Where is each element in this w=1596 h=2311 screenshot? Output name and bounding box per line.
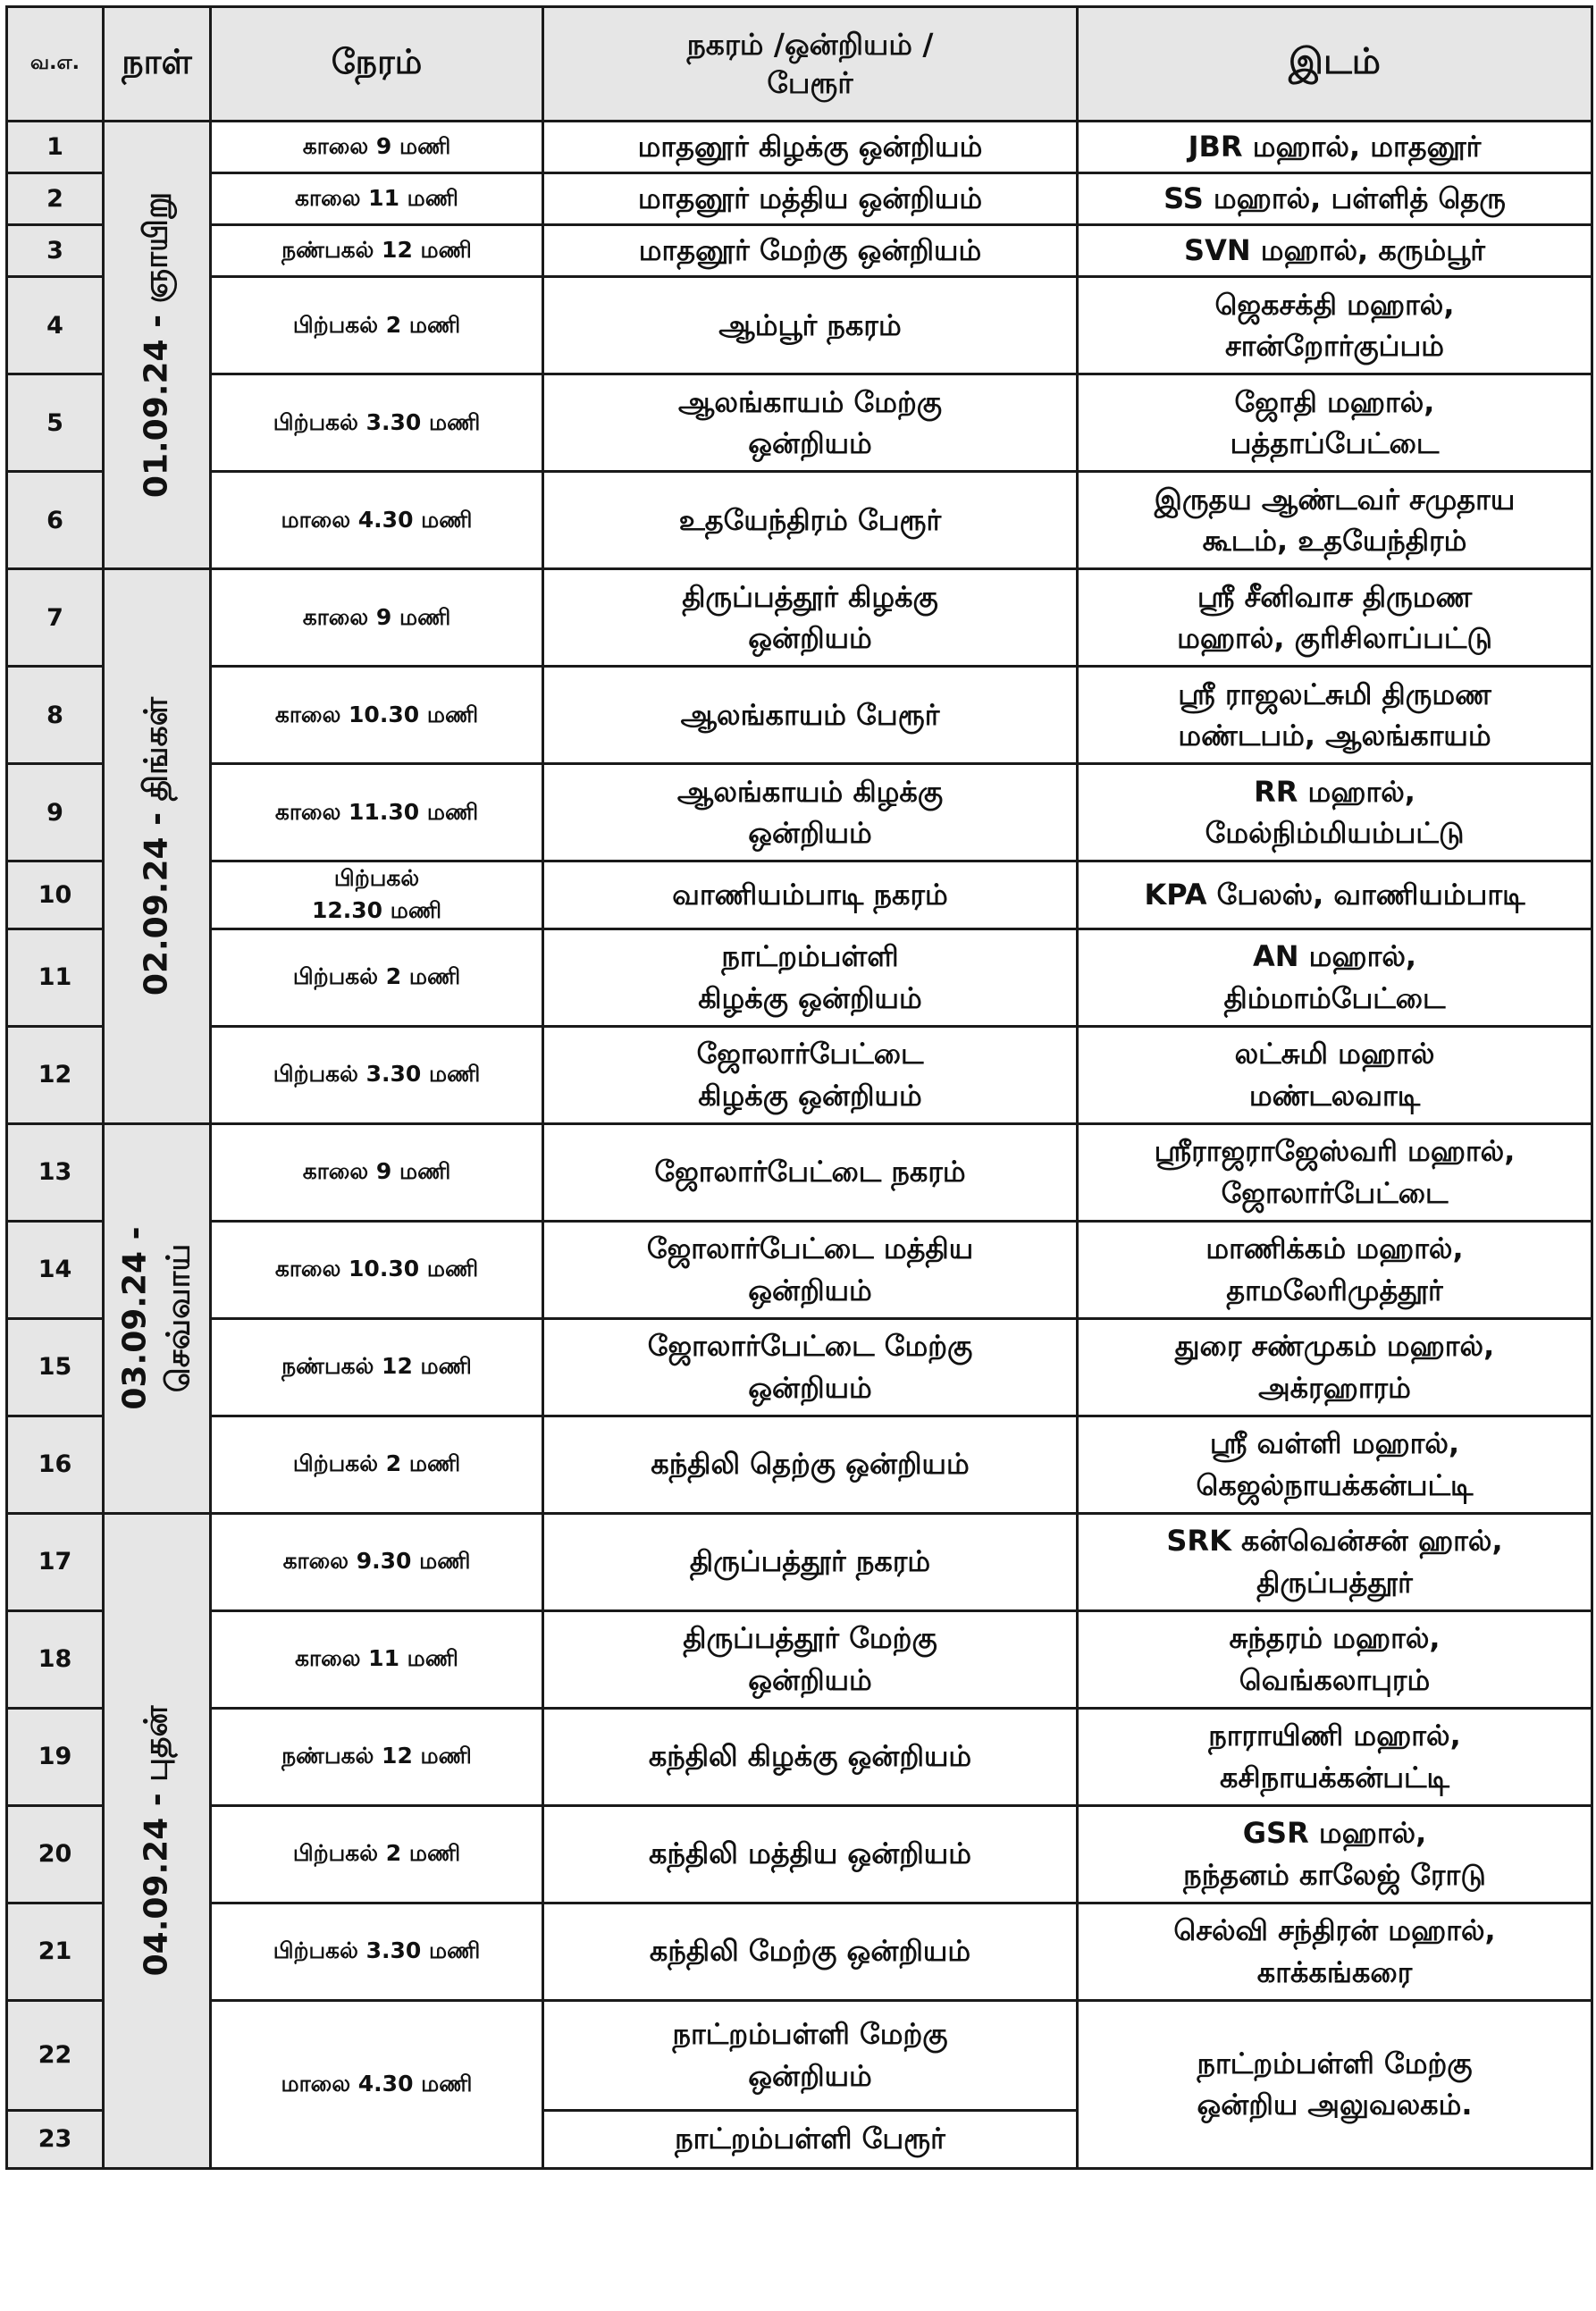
schedule-page — [5, 5, 1591, 2306]
place-cell — [543, 764, 1078, 861]
venue-line: திம்மாம்பேட்டை — [1223, 980, 1446, 1015]
place-line: மாதனூர் மத்திய ஒன்றியம் — [637, 181, 983, 216]
place-line: ஒன்றியம் — [748, 426, 872, 460]
table-row — [7, 667, 1592, 764]
time-cell — [211, 122, 543, 173]
venue-line: செல்வி சந்திரன் மஹால், — [1173, 1913, 1496, 1948]
venue-line: SVN மஹால், கரும்பூர் — [1184, 233, 1485, 268]
serial-number-cell: 11 — [7, 929, 104, 1026]
venue-cell — [1078, 2000, 1592, 2168]
place-line: திருப்பத்தூர் கிழக்கு — [682, 579, 938, 614]
venue-cell — [1078, 1513, 1592, 1610]
place-cell — [543, 1805, 1078, 1903]
place-line: கந்திலி தெற்கு ஒன்றியம் — [651, 1447, 970, 1482]
time-line: பிற்பகல் 3.30 மணி — [273, 408, 481, 435]
place-line: ஆலங்காயம் கிழக்கு — [676, 774, 944, 809]
serial-number-cell: 2 — [7, 173, 104, 225]
venue-line: ஸ்ரீ சீனிவாச திருமண — [1197, 579, 1473, 614]
time-line: காலை 11 மணி — [295, 185, 458, 212]
venue-line: GSR மஹால், — [1242, 1816, 1427, 1851]
venue-cell — [1078, 173, 1592, 225]
place-line: திருப்பத்தூர் மேற்கு — [683, 1621, 937, 1656]
time-cell — [211, 173, 543, 225]
place-cell — [543, 569, 1078, 667]
time-cell — [211, 1123, 543, 1221]
venue-line: KPA பேலஸ், வாணியம்பாடி — [1144, 878, 1525, 912]
header-venue: இடம் — [1078, 7, 1592, 122]
time-cell — [211, 569, 543, 667]
time-line: காலை 9.30 மணி — [282, 1548, 471, 1575]
place-line: ஆம்பூர் நகரம் — [718, 307, 902, 342]
place-line: ஜோலார்பேட்டை — [696, 1037, 924, 1071]
venue-cell — [1078, 374, 1592, 472]
table-row — [7, 374, 1592, 472]
time-cell — [211, 1318, 543, 1416]
table-row — [7, 764, 1592, 861]
venue-cell — [1078, 764, 1592, 861]
venue-cell — [1078, 1903, 1592, 2000]
table-row — [7, 929, 1592, 1026]
place-line: நாட்றம்பள்ளி மேற்கு — [672, 2017, 948, 2052]
day-label-line: 01.09.24 - ஞாயிறு — [138, 191, 175, 499]
table-row — [7, 1513, 1592, 1610]
place-line: ஒன்றியம் — [748, 1370, 872, 1405]
venue-line: மண்டபம், ஆலங்காயம் — [1178, 719, 1491, 752]
place-cell — [543, 1416, 1078, 1513]
time-line: நண்பகல் 12 மணி — [281, 237, 472, 264]
schedule-body — [7, 122, 1592, 2169]
time-cell — [211, 2000, 543, 2168]
venue-line: துரை சண்முகம் மஹால், — [1174, 1329, 1495, 1364]
venue-line: பத்தாப்பேட்டை — [1230, 426, 1440, 460]
serial-number-cell: 7 — [7, 569, 104, 667]
venue-line: மண்டலவாடி — [1248, 1078, 1421, 1113]
place-line: கந்திலி மேற்கு ஒன்றியம் — [649, 1934, 971, 1969]
serial-number-cell: 22 — [7, 2000, 104, 2110]
time-line: பிற்பகல் 2 மணி — [292, 1450, 461, 1477]
venue-cell — [1078, 1318, 1592, 1416]
place-cell — [543, 1123, 1078, 1221]
venue-cell — [1078, 277, 1592, 374]
place-line: ஆலங்காயம் மேற்கு — [677, 384, 943, 419]
place-cell — [543, 1318, 1078, 1416]
venue-cell — [1078, 1805, 1592, 1903]
place-line: திருப்பத்தூர் நகரம் — [689, 1544, 931, 1579]
table-row — [7, 225, 1592, 277]
place-line: மாதனூர் கிழக்கு ஒன்றியம் — [637, 130, 983, 164]
table-row — [7, 1026, 1592, 1123]
place-line: நாட்றம்பள்ளி பேரூர் — [675, 2122, 945, 2156]
header-place-line: பேரூர் — [767, 64, 853, 100]
venue-line: ஒன்றிய அலுவலகம். — [1197, 2088, 1473, 2122]
day-label — [135, 697, 179, 996]
table-row — [7, 1708, 1592, 1805]
time-cell — [211, 861, 543, 929]
day-label — [135, 1705, 179, 1976]
venue-cell — [1078, 1416, 1592, 1513]
serial-number-cell: 10 — [7, 861, 104, 929]
serial-number-cell: 5 — [7, 374, 104, 472]
table-row — [7, 1805, 1592, 1903]
venue-line: கெஜல்நாயக்கன்பட்டி — [1196, 1467, 1474, 1502]
header-place — [543, 7, 1078, 122]
header-time: நேரம் — [211, 7, 543, 122]
place-cell — [543, 277, 1078, 374]
place-cell — [543, 1708, 1078, 1805]
venue-line: சான்றோர்குப்பம் — [1224, 329, 1445, 363]
serial-number-cell: 9 — [7, 764, 104, 861]
place-cell — [543, 2000, 1078, 2110]
serial-number-cell: 19 — [7, 1708, 104, 1805]
time-line: பிற்பகல் 2 மணி — [292, 963, 461, 990]
day-label-line: 03.09.24 - — [115, 1226, 153, 1410]
place-cell — [543, 122, 1078, 173]
time-cell — [211, 472, 543, 569]
serial-number-cell: 15 — [7, 1318, 104, 1416]
time-line: 12.30 மணி — [311, 897, 442, 924]
time-line: நண்பகல் 12 மணி — [281, 1743, 472, 1769]
time-cell — [211, 667, 543, 764]
venue-line: JBR மஹால், மாதனூர் — [1188, 130, 1482, 164]
day-cell — [104, 1513, 211, 2168]
place-cell — [543, 1903, 1078, 2000]
table-row — [7, 1318, 1592, 1416]
time-line: காலை 9 மணி — [302, 133, 451, 160]
venue-line: RR மஹால், — [1254, 774, 1415, 809]
venue-cell — [1078, 1221, 1592, 1318]
day-cell — [104, 569, 211, 1124]
table-row — [7, 861, 1592, 929]
time-line: பிற்பகல் — [333, 865, 420, 891]
place-line: வாணியம்பாடி நகரம் — [672, 878, 948, 912]
serial-number-cell: 16 — [7, 1416, 104, 1513]
time-cell — [211, 1805, 543, 1903]
venue-cell — [1078, 122, 1592, 173]
venue-line: மாணிக்கம் மஹால், — [1205, 1231, 1464, 1266]
place-cell — [543, 173, 1078, 225]
serial-number-cell: 13 — [7, 1123, 104, 1221]
place-line: மாதனூர் மேற்கு ஒன்றியம் — [638, 233, 982, 268]
place-cell — [543, 1221, 1078, 1318]
venue-cell — [1078, 861, 1592, 929]
serial-number-cell: 14 — [7, 1221, 104, 1318]
venue-line: லட்சுமி மஹால் — [1234, 1037, 1435, 1071]
venue-line: SRK கன்வென்சன் ஹால், — [1166, 1524, 1503, 1559]
venue-line: சுந்தரம் மஹால், — [1229, 1621, 1441, 1656]
place-line: ஒன்றியம் — [748, 816, 872, 850]
place-line: ஒன்றியம் — [748, 621, 872, 655]
time-cell — [211, 277, 543, 374]
place-cell — [543, 1610, 1078, 1708]
serial-number-cell: 6 — [7, 472, 104, 569]
time-cell — [211, 929, 543, 1026]
time-cell — [211, 374, 543, 472]
place-cell — [543, 1026, 1078, 1123]
venue-line: கூடம், உதயேந்திரம் — [1202, 524, 1467, 558]
table-row — [7, 1416, 1592, 1513]
time-cell — [211, 1513, 543, 1610]
time-cell — [211, 1708, 543, 1805]
venue-line: ஸ்ரீராஜராஜேஸ்வரி மஹால், — [1154, 1134, 1516, 1169]
venue-line: கசிநாயக்கன்பட்டி — [1220, 1760, 1449, 1794]
day-label-line: செவ்வாய் — [159, 1243, 197, 1393]
venue-line: மஹால், குரிசிலாப்பட்டு — [1177, 621, 1492, 655]
serial-number-cell: 3 — [7, 225, 104, 277]
place-cell — [543, 1513, 1078, 1610]
place-line: கிழக்கு ஒன்றியம் — [698, 980, 922, 1015]
place-line: ஜோலார்பேட்டை நகரம் — [654, 1155, 966, 1189]
day-cell — [104, 122, 211, 569]
table-row — [7, 2000, 1592, 2110]
place-cell — [543, 667, 1078, 764]
table-row — [7, 472, 1592, 569]
venue-line: ஸ்ரீ ராஜலட்சுமி திருமண — [1178, 676, 1491, 711]
time-line: நண்பகல் 12 மணி — [281, 1353, 472, 1380]
place-cell — [543, 374, 1078, 472]
time-cell — [211, 1903, 543, 2000]
venue-cell — [1078, 1708, 1592, 1805]
header-row — [7, 7, 1592, 122]
place-cell — [543, 861, 1078, 929]
place-line: கந்திலி மத்திய ஒன்றியம் — [649, 1836, 971, 1871]
time-line: மாலை 4.30 மணி — [281, 506, 473, 533]
venue-cell — [1078, 569, 1592, 667]
meeting-schedule-table — [5, 5, 1593, 2170]
venue-line: தாமலேரிமுத்தூர் — [1226, 1273, 1443, 1307]
place-line: ஒன்றியம் — [748, 1273, 872, 1307]
table-row — [7, 1221, 1592, 1318]
place-cell — [543, 2110, 1078, 2168]
time-line: பிற்பகல் 2 மணி — [292, 311, 461, 338]
place-line: ஜோலார்பேட்டை மத்திய — [646, 1231, 974, 1266]
day-label — [113, 1226, 200, 1409]
time-line: பிற்பகல் 2 மணி — [292, 1840, 461, 1867]
venue-line: திருப்பத்தூர் — [1256, 1565, 1413, 1600]
header-serial-number: வ.எ. — [7, 7, 104, 122]
header-day: நாள் — [104, 7, 211, 122]
serial-number-cell: 18 — [7, 1610, 104, 1708]
table-row — [7, 1903, 1592, 2000]
place-line: உதயேந்திரம் பேரூர் — [678, 502, 942, 537]
place-cell — [543, 929, 1078, 1026]
serial-number-cell: 21 — [7, 1903, 104, 2000]
venue-line: SS மஹால், பள்ளித் தெரு — [1163, 181, 1506, 216]
venue-line: ஜோதி மஹால், — [1234, 384, 1435, 419]
table-row — [7, 1123, 1592, 1221]
place-line: கிழக்கு ஒன்றியம் — [698, 1078, 922, 1113]
place-line: கந்திலி கிழக்கு ஒன்றியம் — [648, 1739, 972, 1774]
venue-cell — [1078, 472, 1592, 569]
table-row — [7, 1610, 1592, 1708]
time-line: பிற்பகல் 3.30 மணி — [273, 1937, 481, 1964]
day-label-line: 04.09.24 - புதன் — [138, 1705, 175, 1976]
venue-line: இருதய ஆண்டவர் சமுதாய — [1154, 482, 1516, 517]
time-cell — [211, 1416, 543, 1513]
venue-cell — [1078, 667, 1592, 764]
venue-line: AN மஹால், — [1252, 939, 1417, 974]
time-line: காலை 9 மணி — [302, 1158, 451, 1185]
place-line: ஆலங்காயம் பேரூர் — [680, 697, 940, 732]
time-cell — [211, 764, 543, 861]
serial-number-cell: 12 — [7, 1026, 104, 1123]
venue-cell — [1078, 1123, 1592, 1221]
time-line: காலை 11 மணி — [295, 1645, 458, 1672]
time-line: காலை 11.30 மணி — [274, 798, 479, 825]
day-label-line: 02.09.24 - திங்கள் — [138, 696, 175, 996]
place-line: ஒன்றியம் — [748, 2058, 872, 2093]
place-line: ஒன்றியம் — [748, 1662, 872, 1697]
serial-number-cell: 4 — [7, 277, 104, 374]
venue-cell — [1078, 1610, 1592, 1708]
venue-line: நந்தனம் காலேஜ் ரோடு — [1183, 1857, 1486, 1892]
venue-line: ஸ்ரீ வள்ளி மஹால், — [1209, 1426, 1460, 1461]
place-cell — [543, 225, 1078, 277]
venue-cell — [1078, 225, 1592, 277]
time-line: பிற்பகல் 3.30 மணி — [273, 1061, 481, 1088]
place-line: ஜோலார்பேட்டை மேற்கு — [647, 1329, 973, 1364]
time-line: காலை 10.30 மணி — [274, 701, 479, 727]
venue-line: மேல்நிம்மியம்பட்டு — [1205, 816, 1465, 850]
venue-cell — [1078, 1026, 1592, 1123]
venue-line: ஜோலார்பேட்டை — [1221, 1175, 1449, 1210]
time-cell — [211, 1026, 543, 1123]
serial-number-cell: 1 — [7, 122, 104, 173]
serial-number-cell: 8 — [7, 667, 104, 764]
venue-line: நாட்றம்பள்ளி மேற்கு — [1197, 2046, 1473, 2080]
place-cell — [543, 472, 1078, 569]
time-line: மாலை 4.30 மணி — [281, 2070, 473, 2097]
venue-line: நாராயிணி மஹால், — [1208, 1719, 1461, 1753]
header-place-line: நகரம் /ஒன்றியம் / — [686, 26, 934, 62]
time-line: காலை 9 மணி — [302, 603, 451, 630]
day-cell — [104, 1123, 211, 1513]
table-row — [7, 122, 1592, 173]
time-cell — [211, 1221, 543, 1318]
venue-line: ஜெகசக்தி மஹால், — [1214, 287, 1455, 322]
serial-number-cell: 20 — [7, 1805, 104, 1903]
table-row — [7, 569, 1592, 667]
table-row — [7, 277, 1592, 374]
venue-cell — [1078, 929, 1592, 1026]
place-line: நாட்றம்பள்ளி — [721, 939, 899, 974]
venue-line: வெங்கலாபுரம் — [1239, 1662, 1431, 1697]
table-row — [7, 173, 1592, 225]
time-line: காலை 10.30 மணி — [274, 1256, 479, 1282]
serial-number-cell: 17 — [7, 1513, 104, 1610]
time-cell — [211, 1610, 543, 1708]
day-label — [135, 192, 179, 498]
venue-line: காக்கங்கரை — [1256, 1954, 1413, 1989]
venue-line: அக்ரஹாரம் — [1258, 1370, 1411, 1405]
serial-number-cell: 23 — [7, 2110, 104, 2168]
time-cell — [211, 225, 543, 277]
